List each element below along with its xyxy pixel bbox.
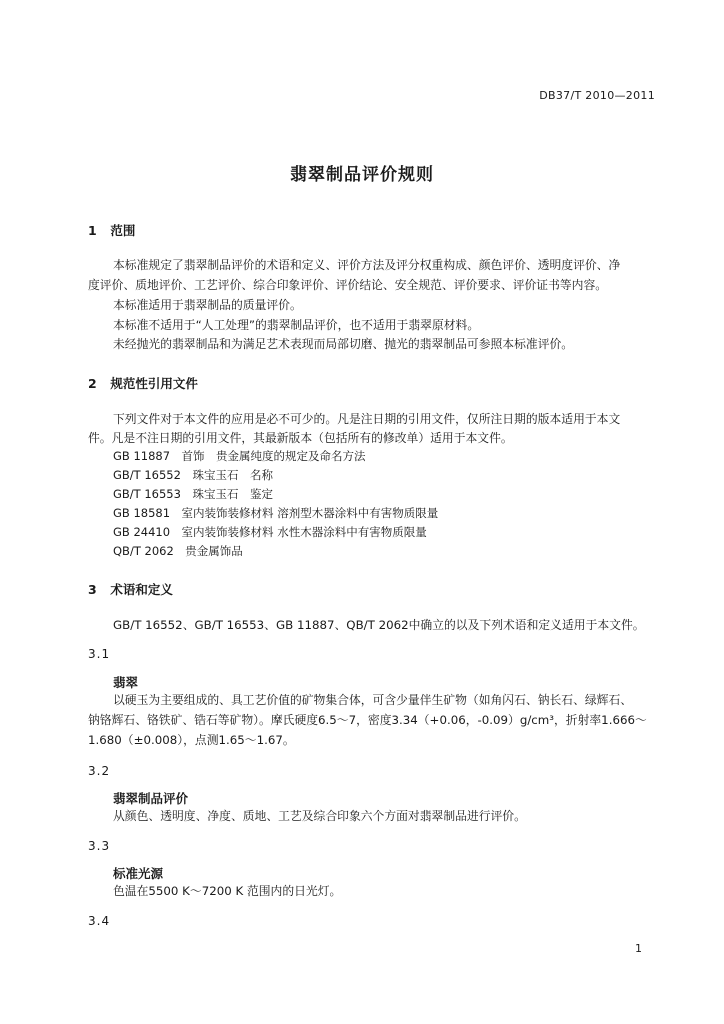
section-1-heading [88, 221, 135, 239]
s3-intro: GB/T 16552、GB/T 16553、GB 11887、QB/T 2062中确立的以及下列术语和定义适用于本文件。 [113, 618, 645, 632]
s2-paragraph-1-line-2: 件。凡是不注日期的引用文件，其最新版本（包括所有的修改单）适用于本文件。 [88, 431, 513, 445]
normative-reference: GB 24410 室内装饰装修材料 水性木器涂料中有害物质限量 [113, 525, 427, 539]
s2-paragraph-1-line-1: 下列文件对于本文件的应用是必不可少的。凡是注日期的引用文件，仅所注日期的版本适用于本文 [113, 412, 621, 426]
section-2-title: 规范性引用文件 [110, 376, 198, 391]
section-2-number: 2 [88, 376, 97, 391]
s1-paragraph-3: 本标准不适用于“人工处理”的翡翠制品评价，也不适用于翡翠原材料。 [113, 318, 480, 332]
page-number: 1 [635, 942, 642, 955]
term-3-1-definition-line-1: 以硬玉为主要组成的、具工艺价值的矿物集合体，可含少量伴生矿物（如角闪石、钠长石、绿辉石、 [113, 693, 633, 707]
normative-reference: GB 18581 室内装饰装修材料 溶剂型木器涂料中有害物质限量 [113, 506, 439, 520]
term-3-1-definition-line-3: 1.680（±0.008），点测1.65～1.67。 [88, 733, 295, 747]
normative-reference: GB/T 16553 珠宝玉石 鉴定 [113, 487, 273, 501]
term-3-2-definition: 从颜色、透明度、净度、质地、工艺及综合印象六个方面对翡翠制品进行评价。 [113, 809, 526, 823]
s1-paragraph-1-line-1: 本标准规定了翡翠制品评价的术语和定义、评价方法及评分权重构成、颜色评价、透明度评价、净 [113, 258, 621, 272]
term-3-1: 翡翠 [113, 675, 139, 690]
section-3-heading [88, 580, 173, 598]
clause-3-1-number: 3.1 [88, 647, 111, 661]
document-code: DB37/T 2010—2011 [539, 89, 655, 102]
term-3-3-definition: 色温在5500 K～7200 K 范围内的日光灯。 [113, 884, 342, 898]
section-3-title: 术语和定义 [110, 582, 173, 597]
document-title: 翡翠制品评价规则 [290, 165, 434, 185]
section-1-title: 范围 [110, 223, 136, 238]
s1-paragraph-1-line-2: 度评价、质地评价、工艺评价、综合印象评价、评价结论、安全规范、评价要求、评价证书等内容。 [88, 278, 608, 292]
clause-3-2-number: 3.2 [88, 764, 111, 778]
term-3-2: 翡翠制品评价 [113, 791, 189, 806]
section-3-number: 3 [88, 582, 97, 597]
normative-reference: GB/T 16552 珠宝玉石 名称 [113, 468, 273, 482]
term-3-1-definition-line-2: 钠铬辉石、铬铁矿、锆石等矿物）。摩氏硬度6.5～7，密度3.34（+0.06，-0.09）g/cm³，折射率1.666～ [88, 713, 647, 727]
s1-paragraph-2: 本标准适用于翡翠制品的质量评价。 [113, 298, 302, 312]
clause-3-3-number: 3.3 [88, 839, 111, 853]
normative-reference: GB 11887 首饰 贵金属纯度的规定及命名方法 [113, 449, 366, 463]
normative-reference: QB/T 2062 贵金属饰品 [113, 544, 243, 558]
clause-3-4-number: 3.4 [88, 914, 111, 928]
section-2-heading [88, 374, 198, 392]
section-1-number: 1 [88, 223, 97, 238]
s1-paragraph-4: 未经抛光的翡翠制品和为满足艺术表现而局部切磨、抛光的翡翠制品可参照本标准评价。 [113, 337, 574, 351]
term-3-3: 标准光源 [113, 866, 164, 881]
